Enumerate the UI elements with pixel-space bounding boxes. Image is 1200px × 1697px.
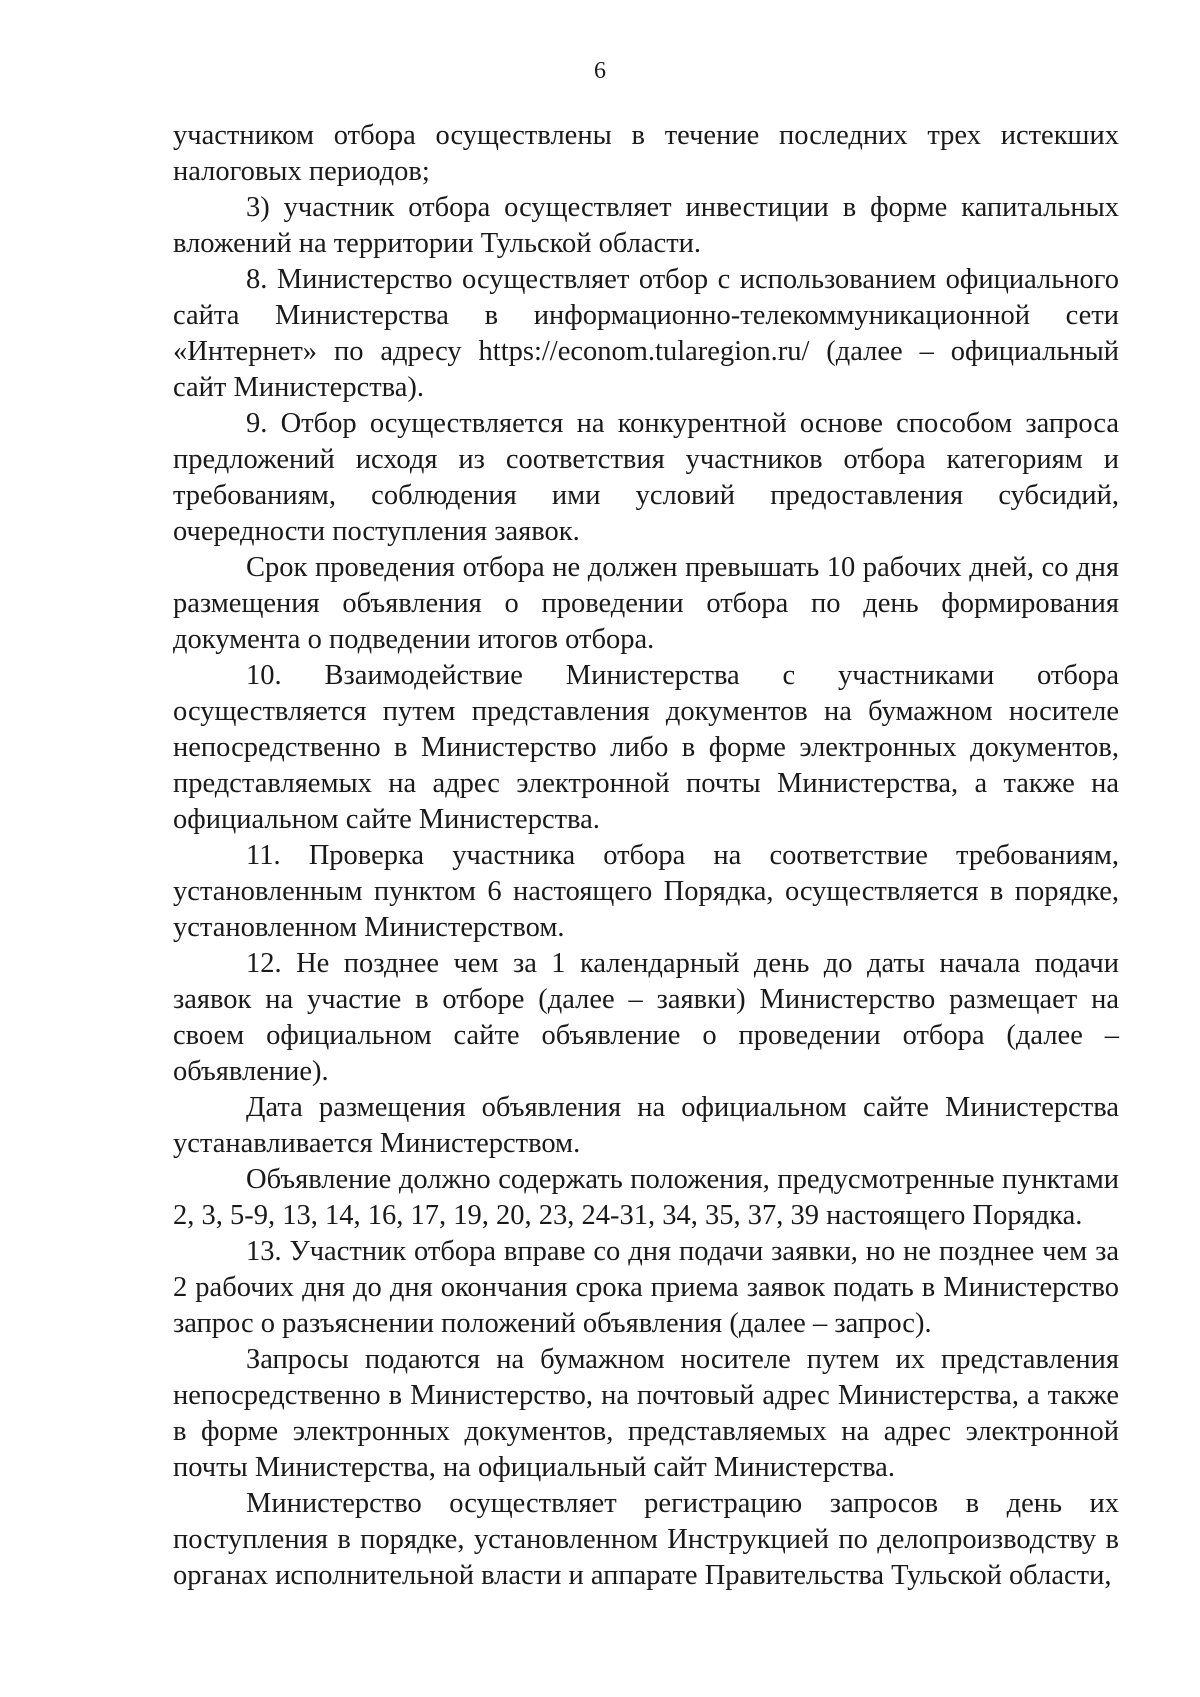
paragraph-announcement-date: Дата размещения объявления на официальном сайте Министерства устанавливается Министерством. [173, 1092, 1119, 1159]
paragraph-request-submission: Запросы подаются на бумажном носителе путем их представления непосредственно в Министерство, на почтовый адрес Министерства, а также в форме электронных документов, представляемых на адрес электронной почты Министерства, на официальный сайт Министерства. [173, 1344, 1119, 1483]
page-number: 6 [594, 58, 606, 84]
paragraph-selection-deadline: Срок проведения отбора не должен превышать 10 рабочих дней, со дня размещения объявления о проведении отбора по день формирования документа о подведении итогов отбора. [173, 552, 1119, 655]
document-body [173, 118, 1119, 1594]
paragraph-clause-11: 11. Проверка участника отбора на соответствие требованиям, установленным пунктом 6 настоящего Порядка, осуществляется в порядке, установленном Министерством. [173, 840, 1119, 943]
paragraph-continuation: участником отбора осуществлены в течение последних трех истекших налоговых периодов; [173, 120, 1119, 187]
paragraph-clause-13: 13. Участник отбора вправе со дня подачи заявки, но не позднее чем за 2 рабочих дня до дня окончания срока приема заявок подать в Министерство запрос о разъяснении положений объявления (далее – запрос). [173, 1236, 1119, 1339]
paragraph-request-registration: Министерство осуществляет регистрацию запросов в день их поступления в порядке, установленном Инструкцией по делопроизводству в органах исполнительной власти и аппарате Правительства Тульской области, [173, 1488, 1119, 1591]
paragraph-clause-10: 10. Взаимодействие Министерства с участниками отбора осуществляется путем представления документов на бумажном носителе непосредственно в Министерство либо в форме электронных документов, представляемых на адрес электронной почты Министерства, а также на официальном сайте Министерства. [173, 660, 1119, 835]
paragraph-clause-9: 9. Отбор осуществляется на конкурентной основе способом запроса предложений исходя из соответствия участников отбора категориям и требованиям, соблюдения ими условий предоставления субсидий, очередности поступления заявок. [173, 408, 1119, 547]
paragraph-clause-8: 8. Министерство осуществляет отбор с использованием официального сайта Министерства в информационно-телекоммуникационной сети «Интернет» по адресу https://econom.tularegion.ru/ (далее – официальный сайт Министерства). [173, 264, 1119, 403]
paragraph-clause-12: 12. Не позднее чем за 1 календарный день до даты начала подачи заявок на участие в отборе (далее – заявки) Министерство размещает на своем официальном сайте объявление о проведении отбора (далее – объявление). [173, 948, 1119, 1087]
paragraph-item-3: 3) участник отбора осуществляет инвестиции в форме капитальных вложений на территории Тульской области. [173, 192, 1119, 259]
paragraph-announcement-content: Объявление должно содержать положения, предусмотренные пунктами 2, 3, 5-9, 13, 14, 16, 17, 19, 20, 23, 24-31, 34, 35, 37, 39 настоящего Порядка. [173, 1164, 1119, 1231]
